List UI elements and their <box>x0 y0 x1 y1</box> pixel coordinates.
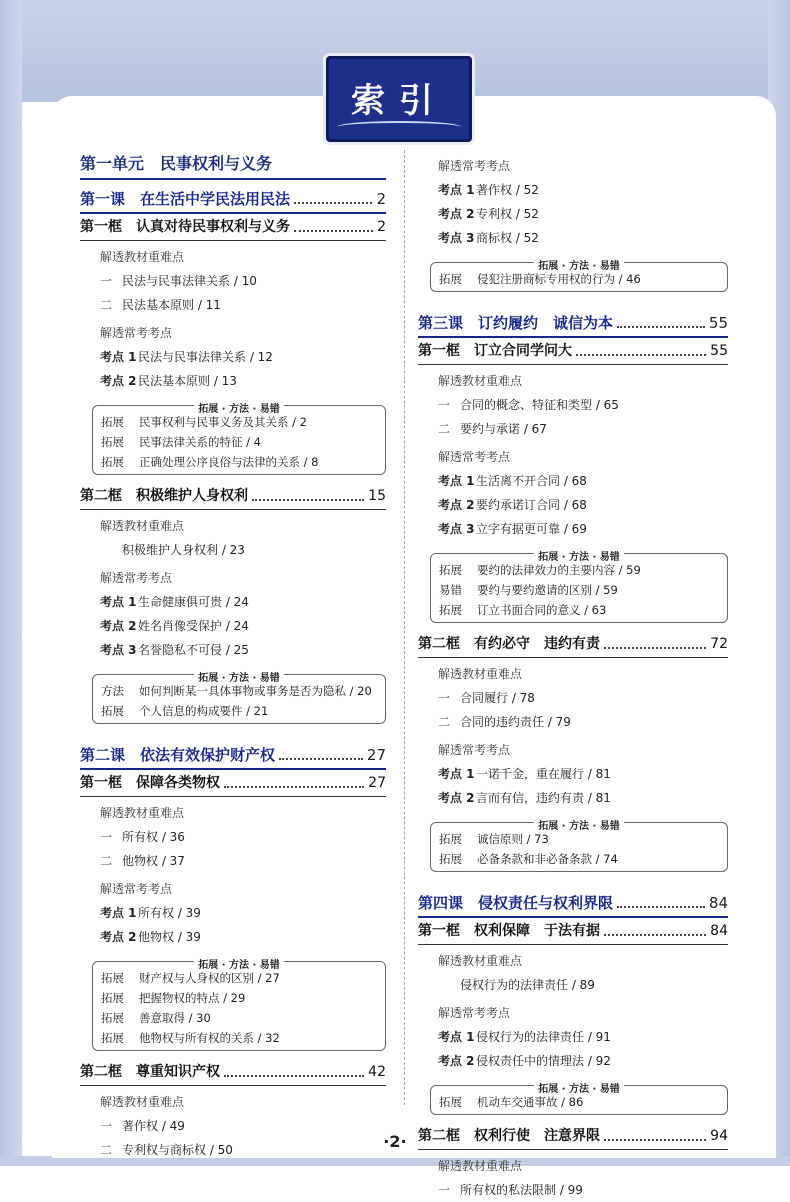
page-ref: 15 <box>368 488 386 504</box>
topic-text: 合同履行 / 78 <box>460 691 535 705</box>
dot-leader <box>294 186 372 204</box>
extension-text: 善意取得 / 30 <box>139 1011 211 1025</box>
extension-box-title: 拓展 · 方法 · 易错 <box>431 814 727 833</box>
section-label: 解透常考考点 <box>438 450 511 464</box>
extension-entry[interactable] <box>101 452 377 472</box>
exam-point-entry[interactable] <box>418 469 728 493</box>
topic-entry[interactable] <box>80 849 386 873</box>
extension-text: 他物权与所有权的关系 / 32 <box>139 1031 280 1045</box>
exam-point-text: 商标权 / 52 <box>476 231 539 245</box>
topic-number: 二 <box>100 298 113 312</box>
exam-point-entry[interactable] <box>80 614 386 638</box>
extension-entry[interactable] <box>439 849 719 869</box>
topic-entry[interactable] <box>418 417 728 441</box>
dot-leader <box>617 310 705 328</box>
dot-leader <box>294 214 373 232</box>
frame-label: 第一框 权利保障 于法有据 <box>418 923 600 939</box>
page-left-border <box>0 0 22 1166</box>
extension-entry[interactable] <box>101 432 377 452</box>
page-ref: 72 <box>710 636 728 652</box>
frame-label: 第二框 有约必守 违约有责 <box>418 636 600 652</box>
exam-point-key: 考点 2 <box>100 930 137 944</box>
exam-point-entry[interactable] <box>418 1049 728 1073</box>
exam-point-entry[interactable] <box>418 493 728 517</box>
dot-leader <box>604 918 706 936</box>
extension-key: 拓展 <box>101 435 124 449</box>
dot-leader <box>576 338 706 356</box>
topic-number: 二 <box>100 854 113 868</box>
extension-key: 拓展 <box>101 971 124 985</box>
extension-text: 民事权利与民事义务及其关系 / 2 <box>139 415 308 429</box>
extension-box-title: 拓展 · 方法 · 易错 <box>93 953 385 972</box>
page-ref: 2 <box>376 190 386 208</box>
extension-text: 把握物权的特点 / 29 <box>139 991 246 1005</box>
extension-text: 正确处理公序良俗与法律的关系 / 8 <box>139 455 319 469</box>
exam-point-text: 言而有信，违约有责 / 81 <box>476 791 611 805</box>
index-left-column <box>80 150 386 1162</box>
exam-point-key: 考点 3 <box>438 231 475 245</box>
frame-label: 第一框 保障各类物权 <box>80 775 220 791</box>
frame-entry[interactable] <box>80 770 386 797</box>
page-ref: 55 <box>708 314 728 332</box>
extension-text: 如何判断某一具体事物或事务是否为隐私 / 20 <box>139 684 372 698</box>
column-divider <box>404 150 405 1105</box>
exam-point-entry[interactable] <box>80 901 386 925</box>
index-title-badge <box>326 56 472 142</box>
extension-text: 要约与要约邀请的区别 / 59 <box>477 583 618 597</box>
topic-text: 要约与承诺 / 67 <box>460 422 547 436</box>
page-ref: 84 <box>708 894 728 912</box>
dot-leader <box>617 890 705 908</box>
extension-key: 拓展 <box>101 991 124 1005</box>
lesson-label: 第三课 订约履约 诚信为本 <box>418 314 614 332</box>
extension-text: 民事法律关系的特征 / 4 <box>139 435 262 449</box>
exam-point-text: 专利权 / 52 <box>476 207 539 221</box>
section-label: 解透常考考点 <box>438 159 511 173</box>
page-number: ·2· <box>383 1132 407 1151</box>
lesson-entry[interactable] <box>80 186 386 214</box>
exam-point-entry[interactable] <box>418 178 728 202</box>
page-ref: 27 <box>368 775 386 791</box>
exam-point-entry[interactable] <box>80 925 386 949</box>
extension-box-title: 拓展 · 方法 · 易错 <box>93 666 385 685</box>
exam-point-entry[interactable] <box>80 345 386 369</box>
exam-point-key: 考点 1 <box>100 906 137 920</box>
lesson-label: 第四课 侵权责任与权利界限 <box>418 894 614 912</box>
extension-key: 拓展 <box>101 455 124 469</box>
extension-key: 拓展 <box>101 704 124 718</box>
exam-point-text: 侵权责任中的情理法 / 92 <box>476 1054 611 1068</box>
extension-text: 侵犯注册商标专用权的行为 / 46 <box>477 272 641 286</box>
exam-point-text: 名誉隐私不可侵 / 25 <box>138 643 249 657</box>
exam-point-text: 生命健康俱可贵 / 24 <box>138 595 249 609</box>
index-right-column <box>418 150 728 1202</box>
extension-box <box>430 822 728 872</box>
dot-leader <box>252 483 364 501</box>
extension-entry[interactable] <box>101 1008 377 1028</box>
frame-label: 第一框 订立合同学问大 <box>418 343 572 359</box>
topic-entry[interactable] <box>80 293 386 317</box>
topic-entry[interactable]: 积极维护人身权利 / 23 <box>122 543 245 557</box>
extension-key: 拓展 <box>439 832 462 846</box>
topic-number: 二 <box>100 1143 113 1157</box>
topic-text: 民法与民事法律关系 / 10 <box>122 274 257 288</box>
topic-entry[interactable] <box>418 686 728 710</box>
section-label: 解透教材重难点 <box>100 519 185 533</box>
extension-key: 拓展 <box>439 563 462 577</box>
exam-point-text: 生活离不开合同 / 68 <box>476 474 587 488</box>
exam-point-key: 考点 1 <box>438 767 475 781</box>
page-ref: 55 <box>710 343 728 359</box>
exam-point-key: 考点 2 <box>100 619 137 633</box>
extension-key: 方法 <box>101 684 124 698</box>
section-label: 解透常考考点 <box>100 326 173 340</box>
exam-point-text: 姓名肖像受保护 / 24 <box>138 619 249 633</box>
frame-entry[interactable] <box>418 631 728 658</box>
topic-entry[interactable] <box>80 825 386 849</box>
exam-point-key: 考点 1 <box>438 1030 475 1044</box>
extension-box <box>92 405 386 475</box>
exam-point-text: 民法基本原则 / 13 <box>138 374 237 388</box>
extension-key: 拓展 <box>439 1095 462 1109</box>
section-label: 解透常考考点 <box>100 882 173 896</box>
section-label: 解透教材重难点 <box>438 1159 523 1173</box>
extension-box-title: 拓展 · 方法 · 易错 <box>431 254 727 273</box>
exam-point-entry[interactable] <box>418 517 728 541</box>
topic-text: 合同的概念、特征和类型 / 65 <box>460 398 619 412</box>
extension-box-title: 拓展 · 方法 · 易错 <box>431 1077 727 1096</box>
exam-point-text: 他物权 / 39 <box>138 930 201 944</box>
extension-key: 拓展 <box>439 852 462 866</box>
extension-key: 拓展 <box>439 603 462 617</box>
extension-box <box>92 961 386 1051</box>
topic-number: 一 <box>438 398 451 412</box>
section-label: 解透教材重难点 <box>100 250 185 264</box>
frame-label: 第一框 认真对待民事权利与义务 <box>80 219 290 235</box>
exam-point-key: 考点 1 <box>100 350 137 364</box>
extension-entry[interactable] <box>439 580 719 600</box>
extension-box-title: 拓展 · 方法 · 易错 <box>93 397 385 416</box>
exam-point-entry[interactable] <box>418 786 728 810</box>
topic-number: 一 <box>100 274 113 288</box>
frame-entry[interactable] <box>418 338 728 365</box>
exam-point-text: 要约承诺订合同 / 68 <box>476 498 587 512</box>
extension-text: 个人信息的构成要件 / 21 <box>139 704 269 718</box>
exam-point-key: 考点 2 <box>100 374 137 388</box>
lesson-label: 第二课 依法有效保护财产权 <box>80 746 276 764</box>
extension-text: 要约的法律效力的主要内容 / 59 <box>477 563 641 577</box>
exam-point-text: 一诺千金，重在履行 / 81 <box>476 767 611 781</box>
topic-text: 著作权 / 49 <box>122 1119 185 1133</box>
frame-entry[interactable] <box>80 214 386 241</box>
dot-leader <box>279 742 363 760</box>
section-label: 解透教材重难点 <box>438 954 523 968</box>
lesson-entry[interactable] <box>80 742 386 770</box>
section-label: 解透教材重难点 <box>100 806 185 820</box>
exam-point-key: 考点 1 <box>438 474 475 488</box>
extension-text: 诚信原则 / 73 <box>477 832 549 846</box>
extension-text: 订立书面合同的意义 / 63 <box>477 603 607 617</box>
extension-box <box>430 553 728 623</box>
extension-entry[interactable] <box>101 988 377 1008</box>
topic-entry[interactable] <box>418 1178 728 1202</box>
dot-leader <box>224 770 364 788</box>
extension-text: 必备条款和非必备条款 / 74 <box>477 852 618 866</box>
exam-point-text: 侵权行为的法律责任 / 91 <box>476 1030 611 1044</box>
frame-label: 第二框 积极维护人身权利 <box>80 488 248 504</box>
frame-entry[interactable] <box>80 483 386 510</box>
topic-number: 一 <box>438 1183 451 1197</box>
page-ref: 27 <box>366 746 386 764</box>
exam-point-key: 考点 2 <box>438 1054 475 1068</box>
topic-number: 二 <box>438 715 451 729</box>
exam-point-key: 考点 3 <box>438 522 475 536</box>
lesson-entry[interactable] <box>418 890 728 918</box>
topic-text: 所有权 / 36 <box>122 830 185 844</box>
extension-text: 财产权与人身权的区别 / 27 <box>139 971 280 985</box>
dot-leader <box>604 631 706 649</box>
exam-point-entry[interactable] <box>418 202 728 226</box>
topic-entry[interactable] <box>418 710 728 734</box>
page-ref: 84 <box>710 923 728 939</box>
extension-text: 机动车交通事故 / 86 <box>477 1095 584 1109</box>
dot-leader <box>224 1059 364 1077</box>
extension-key: 拓展 <box>101 1031 124 1045</box>
topic-number: 二 <box>438 422 451 436</box>
frame-entry[interactable] <box>80 1059 386 1086</box>
section-label: 解透常考考点 <box>100 571 173 585</box>
topic-entry[interactable]: 侵权行为的法律责任 / 89 <box>460 978 595 992</box>
lesson-entry[interactable] <box>418 310 728 338</box>
section-label: 解透教材重难点 <box>100 1095 185 1109</box>
exam-point-key: 考点 2 <box>438 207 475 221</box>
exam-point-key: 考点 1 <box>438 183 475 197</box>
topic-entry[interactable] <box>80 269 386 293</box>
exam-point-entry[interactable] <box>80 638 386 662</box>
extension-entry[interactable] <box>439 600 719 620</box>
section-label: 解透常考考点 <box>438 1006 511 1020</box>
extension-box <box>430 1085 728 1115</box>
topic-text: 他物权 / 37 <box>122 854 185 868</box>
extension-box <box>92 674 386 724</box>
exam-point-entry[interactable] <box>80 369 386 393</box>
exam-point-entry[interactable] <box>418 762 728 786</box>
extension-key: 易错 <box>439 583 462 597</box>
exam-point-text: 立字有据更可靠 / 69 <box>476 522 587 536</box>
section-label: 解透教材重难点 <box>438 667 523 681</box>
exam-point-text: 著作权 / 52 <box>476 183 539 197</box>
exam-point-key: 考点 3 <box>100 643 137 657</box>
exam-point-entry[interactable] <box>418 1025 728 1049</box>
extension-box <box>430 262 728 292</box>
exam-point-key: 考点 2 <box>438 791 475 805</box>
extension-key: 拓展 <box>101 415 124 429</box>
topic-text: 所有权的私法限制 / 99 <box>460 1183 583 1197</box>
topic-text: 民法基本原则 / 11 <box>122 298 221 312</box>
section-label: 解透常考考点 <box>438 743 511 757</box>
extension-entry[interactable] <box>101 1028 377 1048</box>
exam-point-entry[interactable] <box>418 226 728 250</box>
frame-label: 第二框 权利行使 注意界限 <box>418 1128 600 1144</box>
extension-entry[interactable] <box>101 701 377 721</box>
topic-entry[interactable] <box>418 393 728 417</box>
frame-label: 第二框 尊重知识产权 <box>80 1064 220 1080</box>
exam-point-key: 考点 2 <box>438 498 475 512</box>
extension-key: 拓展 <box>439 272 462 286</box>
topic-number: 一 <box>438 691 451 705</box>
unit-heading[interactable]: 第一单元 民事权利与义务 <box>80 150 386 180</box>
extension-box-title: 拓展 · 方法 · 易错 <box>431 545 727 564</box>
page-title: 索引 <box>351 81 447 121</box>
page-ref: 42 <box>368 1064 386 1080</box>
exam-point-text: 所有权 / 39 <box>138 906 201 920</box>
extension-key: 拓展 <box>101 1011 124 1025</box>
frame-entry[interactable] <box>418 918 728 945</box>
topic-number: 一 <box>100 1119 113 1133</box>
exam-point-key: 考点 1 <box>100 595 137 609</box>
exam-point-text: 民法与民事法律关系 / 12 <box>138 350 273 364</box>
open-book-icon <box>337 121 461 133</box>
lesson-label: 第一课 在生活中学民法用民法 <box>80 190 291 208</box>
topic-number: 一 <box>100 830 113 844</box>
topic-text: 专利权与商标权 / 50 <box>122 1143 233 1157</box>
page-ref: 2 <box>377 219 386 235</box>
page-ref: 94 <box>710 1128 728 1144</box>
topic-text: 合同的违约责任 / 79 <box>460 715 571 729</box>
section-label: 解透教材重难点 <box>438 374 523 388</box>
exam-point-entry[interactable] <box>80 590 386 614</box>
